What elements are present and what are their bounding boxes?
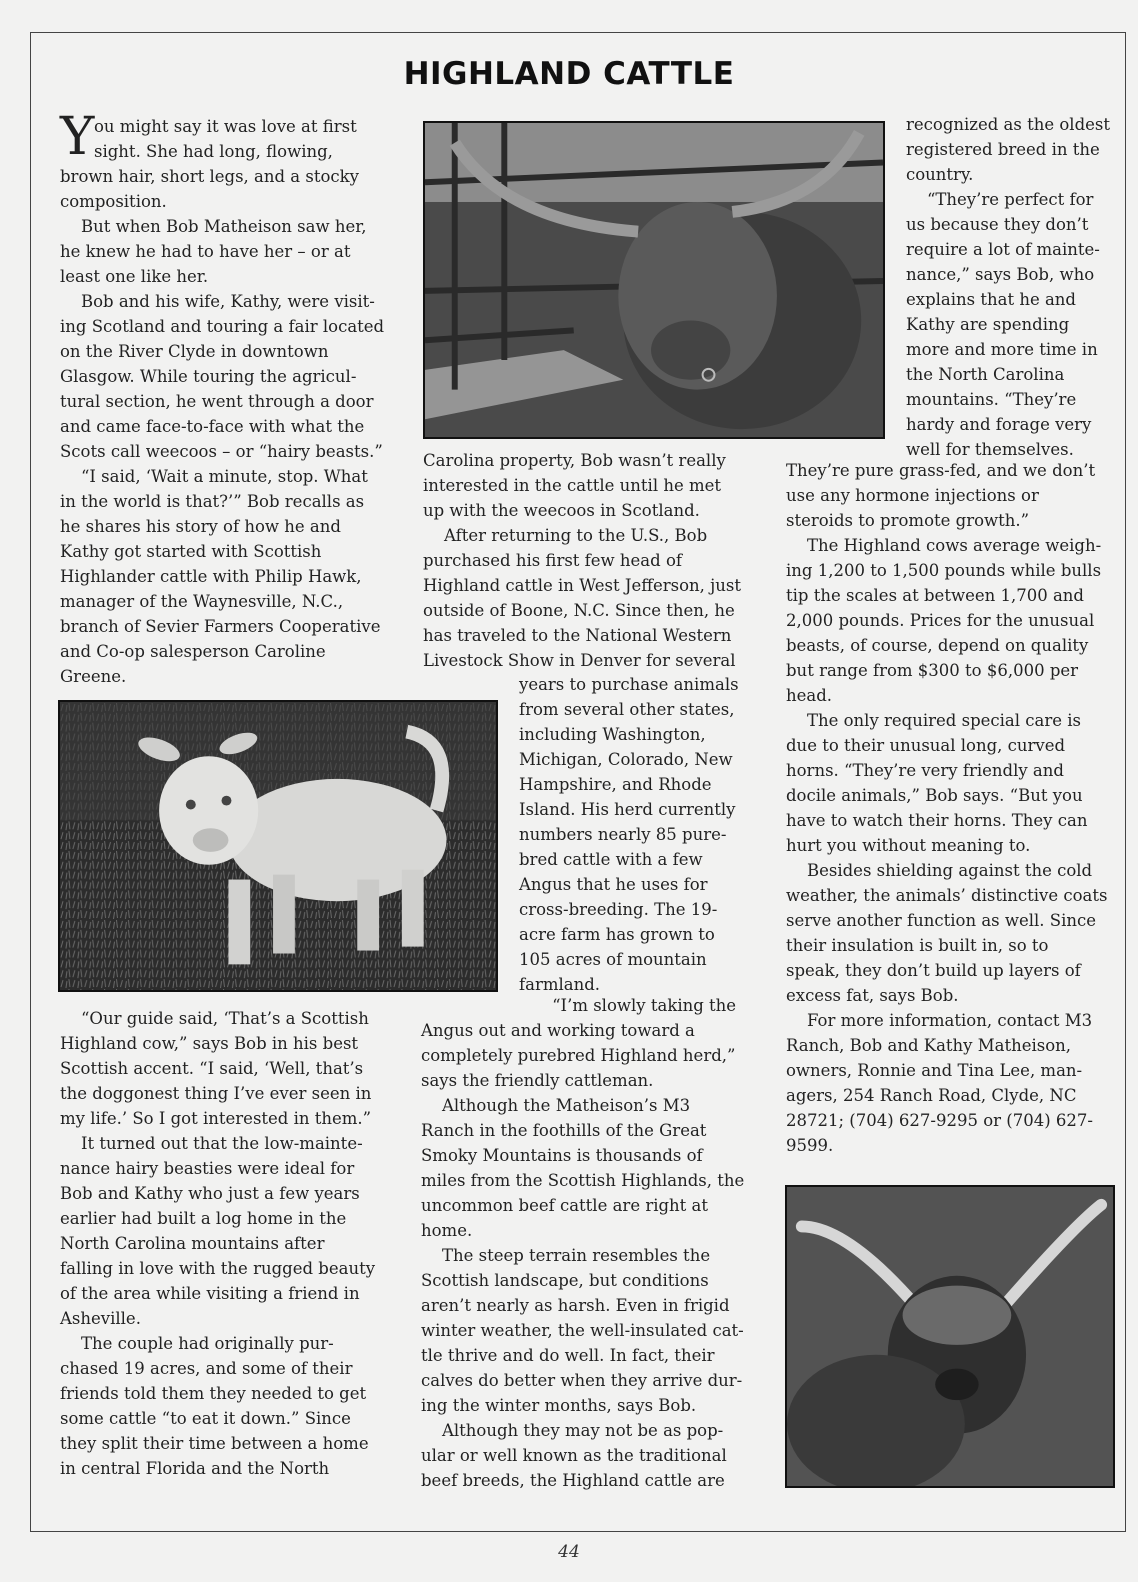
paragraph-line: North Carolina mountains after [60, 1234, 325, 1253]
paragraph-line: Michigan, Colorado, New [519, 750, 733, 769]
paragraph-line: Highlander cattle with Philip Hawk, [60, 567, 362, 586]
paragraph-line: Highland cattle in West Jefferson, just [423, 576, 742, 595]
paragraph-line: and Co-op salesperson Caroline [60, 642, 326, 661]
bull-gate-image [425, 123, 883, 437]
paragraph-line: use any hormone injections or [786, 486, 1039, 505]
paragraph-line: nance,” says Bob, who [906, 265, 1095, 284]
paragraph-line: They’re pure grass-fed, and we don’t [786, 461, 1096, 480]
paragraph-line: The Highland cows average weigh- [786, 536, 1102, 555]
paragraph-line: sight. She had long, flowing, [94, 142, 333, 161]
paragraph-line: 105 acres of mountain [519, 950, 707, 969]
paragraph-line: Bob and his wife, Kathy, were visit- [60, 292, 375, 311]
paragraph-line: owners, Ronnie and Tina Lee, man- [786, 1061, 1083, 1080]
paragraph-line: Hampshire, and Rhode [519, 775, 712, 794]
drop-cap: Y [60, 107, 95, 167]
paragraph-line: outside of Boone, N.C. Since then, he [423, 601, 735, 620]
paragraph-line: he knew he had to have her – or at [60, 242, 351, 261]
paragraph-line: tip the scales at between 1,700 and [786, 586, 1084, 605]
paragraph-line: Angus out and working toward a [421, 1021, 695, 1040]
paragraph-line: After returning to the U.S., Bob [423, 526, 708, 545]
paragraph-line: winter weather, the well-insulated cat- [421, 1321, 744, 1340]
paragraph-line: recognized as the oldest [906, 115, 1111, 134]
article-title: HIGHLAND CATTLE [403, 56, 735, 92]
paragraph-line: The steep terrain resembles the [421, 1246, 711, 1265]
paragraph-line: the doggonest thing I’ve ever seen in [60, 1084, 372, 1103]
paragraph-line: ing 1,200 to 1,500 pounds while bulls [786, 561, 1102, 580]
paragraph-line: “I’m slowly taking the [421, 996, 737, 1015]
paragraph-line: calves do better when they arrive dur- [421, 1371, 743, 1390]
paragraph-line: ing Scotland and touring a fair located [60, 317, 385, 336]
paragraph-line: Glasgow. While touring the agricul- [60, 367, 357, 386]
paragraph-line: Asheville. [60, 1309, 141, 1328]
paragraph-line: more and more time in [906, 340, 1098, 359]
paragraph-line: serve another function as well. Since [786, 911, 1097, 930]
paragraph-line: Scottish landscape, but conditions [421, 1271, 709, 1290]
paragraph-line: It turned out that the low-mainte- [60, 1134, 363, 1153]
paragraph-line: has traveled to the National Western [423, 626, 732, 645]
calf-image [60, 702, 496, 990]
paragraph-line: registered breed in the [906, 140, 1100, 159]
paragraph-line: branch of Sevier Farmers Cooperative [60, 617, 381, 636]
paragraph-line: tle thrive and do well. In fact, their [421, 1346, 715, 1365]
paragraph-line: excess fat, says Bob. [786, 986, 959, 1005]
paragraph-line: Besides shielding against the cold [786, 861, 1093, 880]
paragraph-line: the North Carolina [906, 365, 1065, 384]
paragraph-line: The only required special care is [786, 711, 1081, 730]
paragraph-line: Scottish accent. “I said, ‘Well, that’s [60, 1059, 364, 1078]
paragraph-line: horns. “They’re very friendly and [786, 761, 1064, 780]
paragraph-line: Although they may not be as pop- [421, 1421, 724, 1440]
paragraph-line: least one like her. [60, 267, 209, 286]
paragraph-line: Livestock Show in Denver for several [423, 651, 736, 670]
paragraph-line: “Our guide said, ‘That’s a Scottish [60, 1009, 369, 1028]
paragraph-line: their insulation is built in, so to [786, 936, 1049, 955]
paragraph-line: Kathy got started with Scottish [60, 542, 322, 561]
paragraph-line: purchased his first few head of [423, 551, 682, 570]
paragraph-line: us because they don’t [906, 215, 1089, 234]
paragraph-line: hardy and forage very [906, 415, 1092, 434]
paragraph-line: docile animals,” Bob says. “But you [786, 786, 1083, 805]
paragraph-line: country. [906, 165, 974, 184]
longhorn-photo [785, 1185, 1115, 1488]
paragraph-line: Carolina property, Bob wasn’t really [423, 451, 726, 470]
paragraph-line: speak, they don’t build up layers of [786, 961, 1081, 980]
column-1-top [60, 107, 400, 689]
paragraph-line: weather, the animals’ distinctive coats [786, 886, 1108, 905]
paragraph-line: Island. His herd currently [519, 800, 736, 819]
paragraph-line: cross-breeding. The 19- [519, 900, 718, 919]
paragraph-line: Greene. [60, 667, 127, 686]
paragraph-line: earlier had built a log home in the [60, 1209, 347, 1228]
paragraph-line: he shares his story of how he and [60, 517, 341, 536]
drop-cap-block [60, 107, 400, 167]
paragraph-line: tural section, he went through a door [60, 392, 374, 411]
column-2-top [423, 448, 763, 673]
paragraph-line: Angus that he uses for [519, 875, 708, 894]
paragraph-line: says the friendly cattleman. [421, 1071, 654, 1090]
paragraph-line: ing the winter months, says Bob. [421, 1396, 697, 1415]
column-2-narrow [519, 672, 749, 997]
paragraph-line: Ranch, Bob and Kathy Matheison, [786, 1036, 1072, 1055]
paragraph-line: chased 19 acres, and some of their [60, 1359, 353, 1378]
paragraph-line: my life.’ So I got interested in them.” [60, 1109, 372, 1128]
paragraph-line: ular or well known as the traditional [421, 1446, 727, 1465]
paragraph-line: Kathy are spending [906, 315, 1070, 334]
calf-photo [58, 700, 498, 992]
column-3-narrow [906, 112, 1121, 462]
paragraph-line: Bob and Kathy who just a few years [60, 1184, 360, 1203]
paragraph-line: agers, 254 Ranch Road, Clyde, NC [786, 1086, 1077, 1105]
paragraph-line: head. [786, 686, 833, 705]
paragraph-line: in the world is that?’” Bob recalls as [60, 492, 365, 511]
paragraph-line: and came face-to-face with what the [60, 417, 365, 436]
paragraph-line: well for themselves. [906, 440, 1074, 459]
paragraph-line: have to watch their horns. They can [786, 811, 1088, 830]
column-1-bottom [60, 1006, 400, 1481]
paragraph-line: beasts, of course, depend on quality [786, 636, 1089, 655]
paragraph-line: beef breeds, the Highland cattle are [421, 1471, 725, 1490]
paragraph-line: on the River Clyde in downtown [60, 342, 329, 361]
paragraph-line: The couple had originally pur- [60, 1334, 334, 1353]
paragraph-line: Scots call weecoos – or “hairy beasts.” [60, 442, 383, 461]
paragraph-line: completely purebred Highland herd,” [421, 1046, 736, 1065]
paragraph-line: miles from the Scottish Highlands, the [421, 1171, 745, 1190]
paragraph-line: require a lot of mainte- [906, 240, 1100, 259]
paragraph-line: 9599. [786, 1136, 834, 1155]
paragraph-line: “I said, ‘Wait a minute, stop. What [60, 467, 368, 486]
paragraph-line: from several other states, [519, 700, 735, 719]
column-2-bottom [421, 993, 761, 1493]
paragraph-line: up with the weecoos in Scotland. [423, 501, 700, 520]
paragraph-line: including Washington, [519, 725, 706, 744]
paragraph-line: in central Florida and the North [60, 1459, 330, 1478]
paragraph-line: due to their unusual long, curved [786, 736, 1066, 755]
paragraph-line: ou might say it was love at first [94, 117, 357, 136]
paragraph-line: acre farm has grown to [519, 925, 715, 944]
paragraph-line: 28721; (704) 627-9295 or (704) 627- [786, 1111, 1093, 1130]
paragraph-line: nance hairy beasties were ideal for [60, 1159, 355, 1178]
paragraph-line: hurt you without meaning to. [786, 836, 1031, 855]
paragraph-line: friends told them they needed to get [60, 1384, 367, 1403]
page-number: 44 [558, 1542, 580, 1562]
paragraph-line: steroids to promote growth.” [786, 511, 1030, 530]
paragraph-line: aren’t nearly as harsh. Even in frigid [421, 1296, 730, 1315]
paragraph-line: 2,000 pounds. Prices for the unusual [786, 611, 1095, 630]
paragraph-line: bred cattle with a few [519, 850, 703, 869]
column-3-wide [786, 458, 1126, 1158]
paragraph-line: some cattle “to eat it down.” Since [60, 1409, 351, 1428]
paragraph-line: “They’re perfect for [906, 190, 1094, 209]
paragraph-line: they split their time between a home [60, 1434, 369, 1453]
paragraph-line: explains that he and [906, 290, 1076, 309]
paragraph-line: numbers nearly 85 pure- [519, 825, 727, 844]
paragraph-line: years to purchase animals [519, 675, 739, 694]
paragraph-line: Ranch in the foothills of the Great [421, 1121, 707, 1140]
paragraph-line: brown hair, short legs, and a stocky [60, 167, 359, 186]
paragraph-line: falling in love with the rugged beauty [60, 1259, 376, 1278]
paragraph-line: manager of the Waynesville, N.C., [60, 592, 344, 611]
paragraph-line: For more information, contact M3 [786, 1011, 1093, 1030]
paragraph-line: of the area while visiting a friend in [60, 1284, 360, 1303]
paragraph-line: mountains. “They’re [906, 390, 1077, 409]
paragraph-line: uncommon beef cattle are right at [421, 1196, 709, 1215]
paragraph-line: But when Bob Matheison saw her, [60, 217, 367, 236]
paragraph-line: Although the Matheison’s M3 [421, 1096, 691, 1115]
paragraph-line: Smoky Mountains is thousands of [421, 1146, 703, 1165]
paragraph-line: but range from $300 to $6,000 per [786, 661, 1079, 680]
column-1-lines [60, 164, 400, 689]
paragraph-line: composition. [60, 192, 167, 211]
bull-gate-photo [423, 121, 885, 439]
longhorn-image [787, 1187, 1113, 1486]
paragraph-line: home. [421, 1221, 473, 1240]
paragraph-line: interested in the cattle until he met [423, 476, 722, 495]
paragraph-line: farmland. [519, 975, 601, 994]
paragraph-line: Highland cow,” says Bob in his best [60, 1034, 359, 1053]
